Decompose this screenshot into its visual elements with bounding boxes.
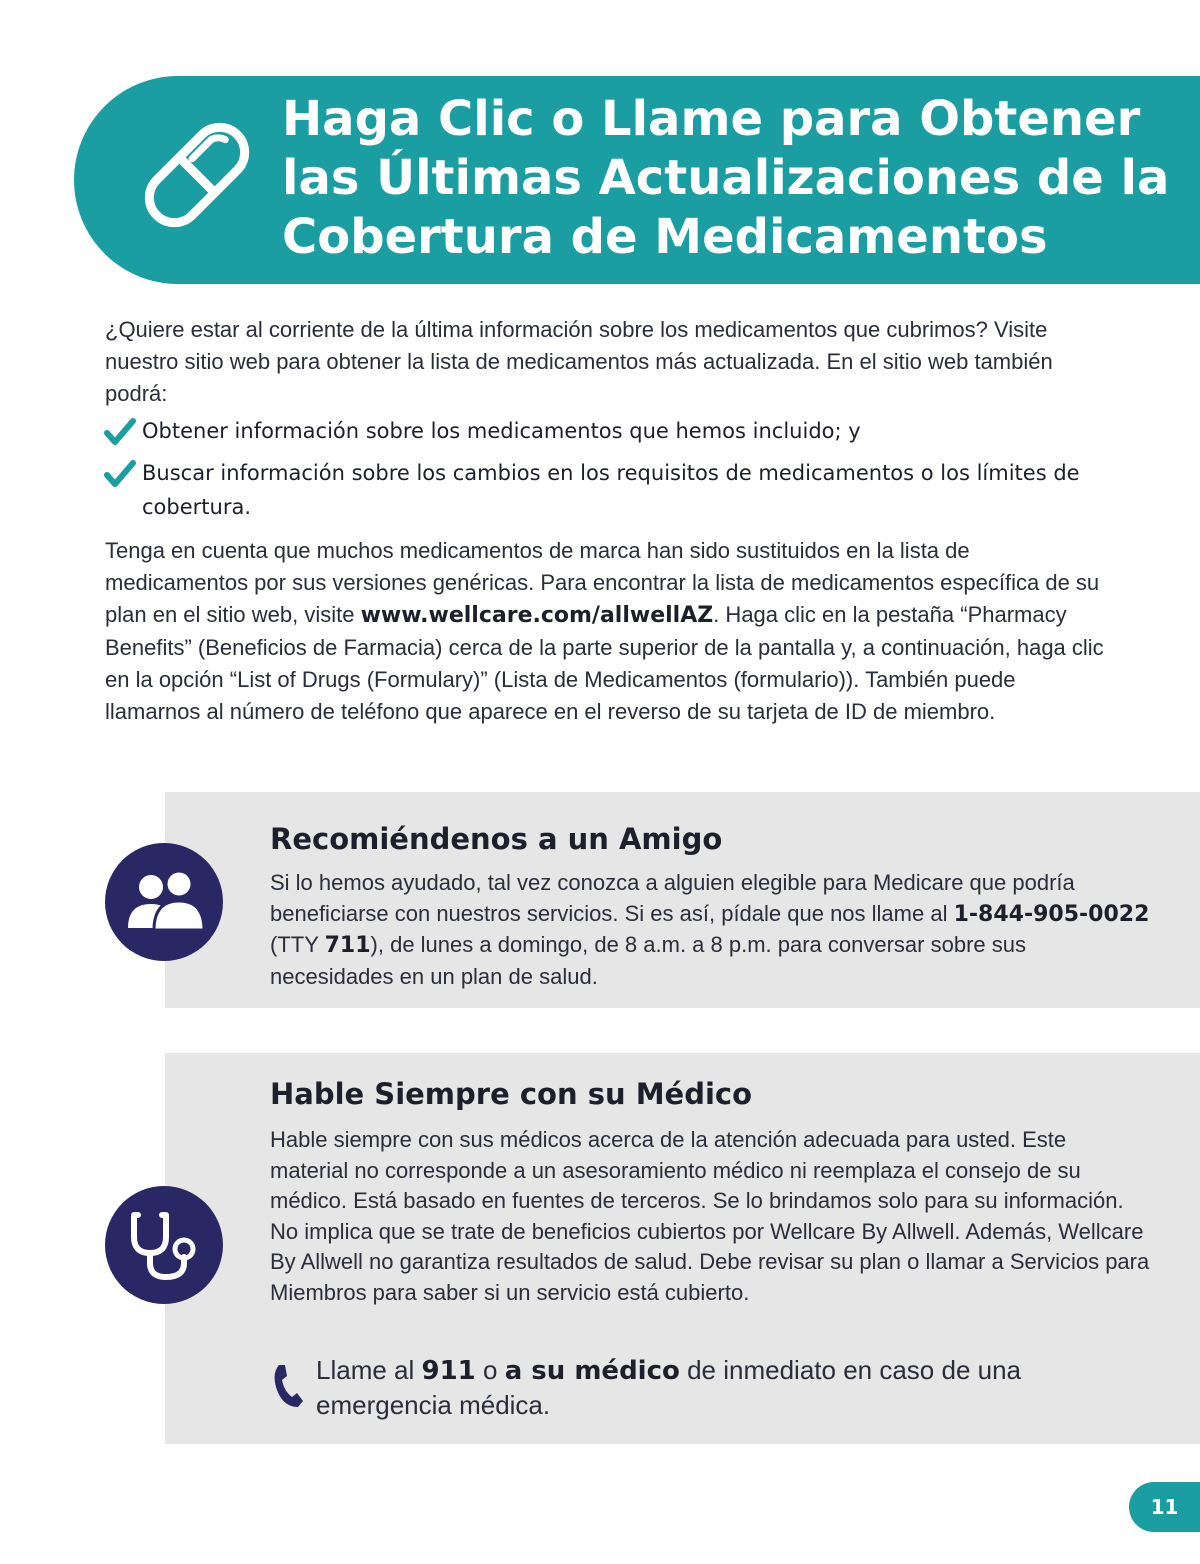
page-title: Haga Clic o Llame para Obtener las Últimas Actualizaciones de la Cobertura de Medicamentos (282, 91, 1170, 265)
list-item (104, 456, 1164, 524)
website-link[interactable]: www.wellcare.com/allwellAZ (360, 603, 714, 628)
emergency-text-part: o (475, 1355, 505, 1385)
phone-icon (270, 1361, 304, 1411)
referral-text-part: (TTY (270, 932, 325, 957)
emergency-text (316, 1353, 1090, 1422)
header-banner (74, 76, 1200, 284)
referral-phone[interactable]: 1-844-905-0022 (953, 901, 1150, 927)
checkmark-icon (104, 460, 136, 488)
checklist (104, 414, 1164, 532)
referral-card (165, 792, 1200, 1008)
checklist-item-text: Buscar información sobre los cambios en los requisitos de medicamentos o los límites de cobertura. (142, 461, 1080, 519)
referral-tty: 711 (324, 933, 371, 958)
people-icon (105, 843, 223, 961)
intro-paragraph: ¿Quiere estar al corriente de la última información sobre los medicamentos que cubrimos? Visite nuestro sitio web para obtener la lista de medicamentos más actualizada. En el sitio web también podrá: (105, 317, 1053, 406)
doctor-title: Hable Siempre con su Médico (270, 1077, 753, 1111)
note-text: Tenga en cuenta que muchos medicamentos de marca han sido sustituidos en la lista de medicamentos por sus versiones genéricas. Para encontrar la lista de medicamentos específica de su plan en el sitio web, visite (105, 538, 1100, 627)
doctor-text: Hable siempre con sus médicos acerca de la atención adecuada para usted. Este material no corresponde a un asesoramiento médico ni reemplaza el consejo de su médico. Está basado en fuentes de terceros. Se lo brindamos solo para su información. No implica que se trate de beneficios cubiertos por Wellcare By Allwell. Además, Wellcare By Allwell no garantiza resultados de salud. Debe revisar su plan o llamar a Servicios para Miembros para saber si un servicio está cubierto. (270, 1127, 1150, 1305)
list-item (104, 414, 1164, 448)
emergency-text-part: Llame al (316, 1355, 422, 1385)
doctor-card (165, 1053, 1200, 1444)
pill-capsule-icon (132, 110, 262, 240)
referral-text-part: Si lo hemos ayudado, tal vez conozca a alguien elegible para Medicare que podría beneficiarse con nuestros servicios. Si es así, pídale que nos llame al (270, 870, 1075, 926)
emergency-doctor: a su médico (504, 1356, 680, 1386)
referral-title: Recomiéndenos a un Amigo (270, 822, 723, 856)
page-number: 11 (1129, 1482, 1200, 1532)
emergency-number: 911 (421, 1356, 476, 1386)
note-text: . Haga clic en la pestaña “Pharmacy Benefits” (Beneficios de Farmacia) cerca de la parte superior de la pantalla y, a continuación, haga clic en la opción “List of Drugs (Formulary)” (Lista de Medicamentos (formulario)). También puede llamarnos al número de teléfono que aparece en el reverso de su tarjeta de ID de miembro. (105, 602, 1104, 724)
checklist-item-text: Obtener información sobre los medicamentos que hemos incluido; y (142, 419, 861, 443)
checkmark-icon (104, 418, 136, 446)
emergency-callout (270, 1353, 1090, 1422)
note-paragraph (105, 535, 1105, 728)
emergency-text-part: de inmediato en caso de una emergencia médica. (316, 1355, 1022, 1420)
referral-text (270, 868, 1150, 992)
stethoscope-icon (105, 1186, 223, 1304)
referral-text-part: ), de lunes a domingo, de 8 a.m. a 8 p.m. para conversar sobre sus necesidades en un plan de salud. (270, 932, 1026, 989)
